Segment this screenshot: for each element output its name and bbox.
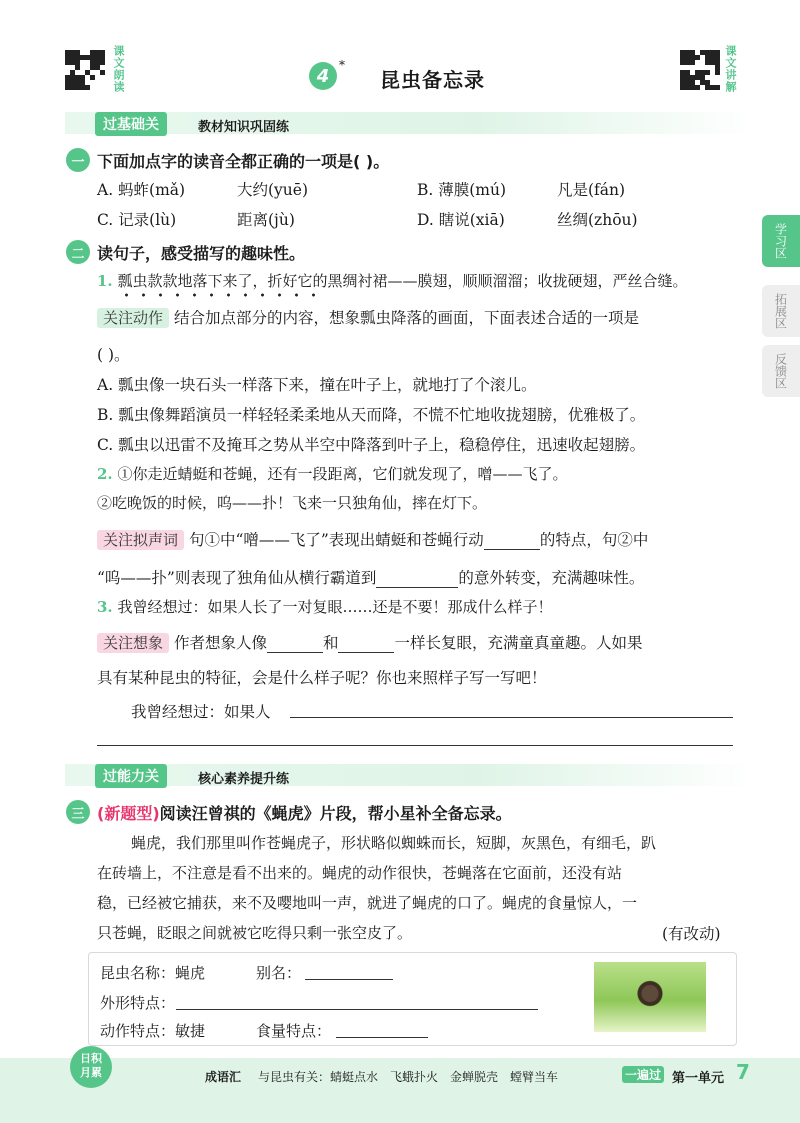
card-food-blank[interactable] bbox=[336, 1037, 428, 1038]
focus-2-part3: “呜——扑”则表现了独角仙从横行霸道到 bbox=[97, 569, 377, 587]
focus-label-action: 关注动作 bbox=[97, 308, 169, 328]
answer-blank-2[interactable] bbox=[376, 569, 458, 588]
q2-choice-b[interactable]: B. 瓢虫像舞蹈演员一样轻轻柔柔地从天而降，不慌不忙地收拢翅膀，优雅极了。 bbox=[97, 406, 646, 424]
question-1-prompt: 下面加点字的读音全都正确的一项是( )。 bbox=[97, 152, 390, 171]
question-number-2: 二 bbox=[66, 240, 90, 264]
q2-focus-3-line1 bbox=[97, 631, 643, 653]
passage-line-4: 只苍蝇，眨眼之间就被它吃得只剩一张空皮了。 bbox=[97, 924, 413, 942]
new-type-tag: (新题型) bbox=[97, 804, 160, 823]
question-number-3: 三 bbox=[66, 800, 90, 824]
focus-label-onomatopoeia: 关注拟声词 bbox=[97, 530, 184, 550]
question-3-prompt bbox=[97, 801, 512, 824]
section-label-ability: 过能力关 bbox=[95, 764, 167, 788]
card-alias-label: 别名： bbox=[256, 964, 302, 982]
q2-focus-3-line2: 具有某种昆虫的特征，会是什么样子呢？你也来照样子写一写吧！ bbox=[97, 669, 547, 687]
q1-option-c-1[interactable]: C. 记录(lù) bbox=[97, 211, 177, 229]
card-food-label: 食量特点： bbox=[256, 1022, 332, 1040]
q2-choice-c[interactable]: C. 瓢虫以迅雷不及掩耳之势从半空中降落到叶子上，稳稳停住，迅速收起翅膀。 bbox=[97, 436, 646, 454]
q2-focus-2-line2 bbox=[97, 566, 644, 588]
focus-2-part4: 的意外转变，充满趣味性。 bbox=[458, 569, 645, 587]
card-action: 动作特点：敏捷 bbox=[100, 1022, 206, 1040]
qr-module bbox=[100, 85, 105, 90]
qr-caption-left: 课文朗读 bbox=[112, 45, 125, 93]
idiom-text: 与昆虫有关：蜻蜓点水 飞蛾扑火 金蝉脱壳 螳臂当车 bbox=[258, 1070, 559, 1084]
q1-option-a-2: 大约(yuē) bbox=[237, 181, 309, 199]
focus-1-text: 结合加点部分的内容，想象瓢虫降落的画面，下面表述合适的一项是 bbox=[173, 309, 639, 327]
section-bar-ability bbox=[65, 764, 755, 786]
qr-code-left[interactable] bbox=[65, 50, 105, 90]
idiom-label: 成语汇 bbox=[205, 1070, 242, 1084]
q2-sub-2-text1: ①你走近蜻蜓和苍蝇，还有一段距离，它们就发现了，噌——飞了。 bbox=[117, 465, 568, 483]
answer-blank-4[interactable] bbox=[338, 634, 394, 653]
focus-3-part1: 作者想象人像 bbox=[173, 634, 267, 652]
tab-study-area[interactable]: 学习区 bbox=[762, 215, 800, 267]
q1-option-c-2: 距离(jù) bbox=[237, 211, 295, 229]
q2-sub-2-number: 2. bbox=[97, 465, 113, 483]
q2-sub-2-line2: ②吃晚饭的时候，呜——扑！飞来一只独角仙，摔在灯下。 bbox=[97, 494, 488, 512]
q2-choice-a[interactable]: A. 瓢虫像一块石头一样落下来，撞在叶子上，就地打了个滚儿。 bbox=[97, 376, 537, 394]
q1-option-a-1[interactable]: A. 蚂蚱(mǎ) bbox=[97, 181, 186, 199]
page-title: 昆虫备忘录 bbox=[380, 68, 485, 92]
q2-sub-3 bbox=[97, 596, 552, 617]
q2-focus-1 bbox=[97, 306, 639, 328]
q1-option-b-1[interactable]: B. 薄膜(mú) bbox=[417, 181, 507, 199]
section-label-basic: 过基础关 bbox=[95, 112, 167, 136]
answer-blank-3[interactable] bbox=[267, 634, 323, 653]
q1-option-d-1[interactable]: D. 瞎说(xiā) bbox=[417, 211, 505, 229]
focus-2-part1: 句①中“噌——飞了”表现出蜻蜓和苍蝇行动 bbox=[188, 531, 484, 549]
q2-sub-1-text: 瓢虫款款地落下来了，折好它的黑绸衬裙——膜翅，顺顺溜溜；收拢硬翅，严丝合缝。 bbox=[117, 272, 688, 290]
lesson-number: 4 bbox=[309, 62, 337, 90]
tab-extension-area[interactable]: 拓展区 bbox=[762, 285, 800, 337]
passage-line-2: 在砖墙上，不注意是看不出来的。蝇虎的动作很快，苍蝇落在它面前，还没有站 bbox=[97, 864, 623, 882]
write-prefix: 我曾经想过：如果人 bbox=[131, 703, 271, 721]
emphasis-dots bbox=[118, 293, 318, 297]
question-2-prompt: 读句子，感受描写的趣味性。 bbox=[97, 244, 306, 263]
page-number: 7 bbox=[736, 1060, 750, 1084]
focus-label-imagination: 关注想象 bbox=[97, 633, 169, 653]
q1-option-d-2: 丝绸(zhōu) bbox=[557, 211, 638, 229]
question-3-text: 阅读汪曾祺的《蝇虎》片段，帮小星补全备忘录。 bbox=[159, 804, 512, 823]
question-number-1: 一 bbox=[66, 148, 90, 172]
card-alias-blank[interactable] bbox=[305, 979, 393, 980]
card-name: 昆虫名称：蝇虎 bbox=[100, 964, 206, 982]
footer-badge-text: 日积月累 bbox=[80, 1052, 102, 1079]
passage-line-3: 稳，已经被它捕获，来不及嘤地叫一声，就进了蝇虎的口了。蝇虎的食量惊人，一 bbox=[97, 894, 638, 912]
qr-code-right[interactable] bbox=[680, 50, 720, 90]
card-shape-label: 外形特点： bbox=[100, 994, 176, 1012]
focus-2-part2: 的特点，句②中 bbox=[539, 531, 649, 549]
write-line-2[interactable] bbox=[97, 745, 733, 746]
q2-sub-2-line1 bbox=[97, 463, 567, 484]
section-subtitle-ability: 核心素养提升练 bbox=[198, 772, 290, 787]
spider-photo bbox=[594, 962, 706, 1032]
q2-sub-1 bbox=[97, 270, 687, 291]
passage-line-1: 蝇虎，我们那里叫作苍蝇虎子，形状略似蜘蛛而长，短脚，灰黑色，有细毛，趴 bbox=[131, 834, 657, 852]
unit-label: 第一单元 bbox=[672, 1071, 725, 1086]
card-shape-blank[interactable] bbox=[176, 1009, 538, 1010]
answer-blank-1[interactable] bbox=[484, 531, 540, 550]
lesson-star: * bbox=[339, 58, 345, 72]
qr-module bbox=[715, 85, 720, 90]
unit-tag: 一遍过 bbox=[622, 1066, 664, 1083]
q2-sub-1-number: 1. bbox=[97, 272, 113, 290]
section-bar-basic bbox=[65, 112, 755, 134]
section-subtitle-basic: 教材知识巩固练 bbox=[198, 120, 290, 135]
focus-3-part3: 一样长复眼，充满童真童趣。人如果 bbox=[394, 634, 643, 652]
qr-caption-right: 课文讲解 bbox=[724, 45, 737, 93]
focus-3-part2: 和 bbox=[322, 634, 339, 652]
write-line-1[interactable] bbox=[290, 717, 733, 718]
q2-focus-2-line1 bbox=[97, 528, 648, 550]
q2-sub-3-number: 3. bbox=[97, 598, 113, 616]
source-note: (有改动) bbox=[662, 925, 721, 943]
q2-sub-3-text: 我曾经想过：如果人长了一对复眼……还是不要！那成什么样子！ bbox=[117, 598, 553, 616]
tab-feedback-area[interactable]: 反馈区 bbox=[762, 345, 800, 397]
focus-1-paren[interactable]: ( )。 bbox=[97, 346, 130, 364]
q1-option-b-2: 凡是(fán) bbox=[557, 181, 626, 199]
